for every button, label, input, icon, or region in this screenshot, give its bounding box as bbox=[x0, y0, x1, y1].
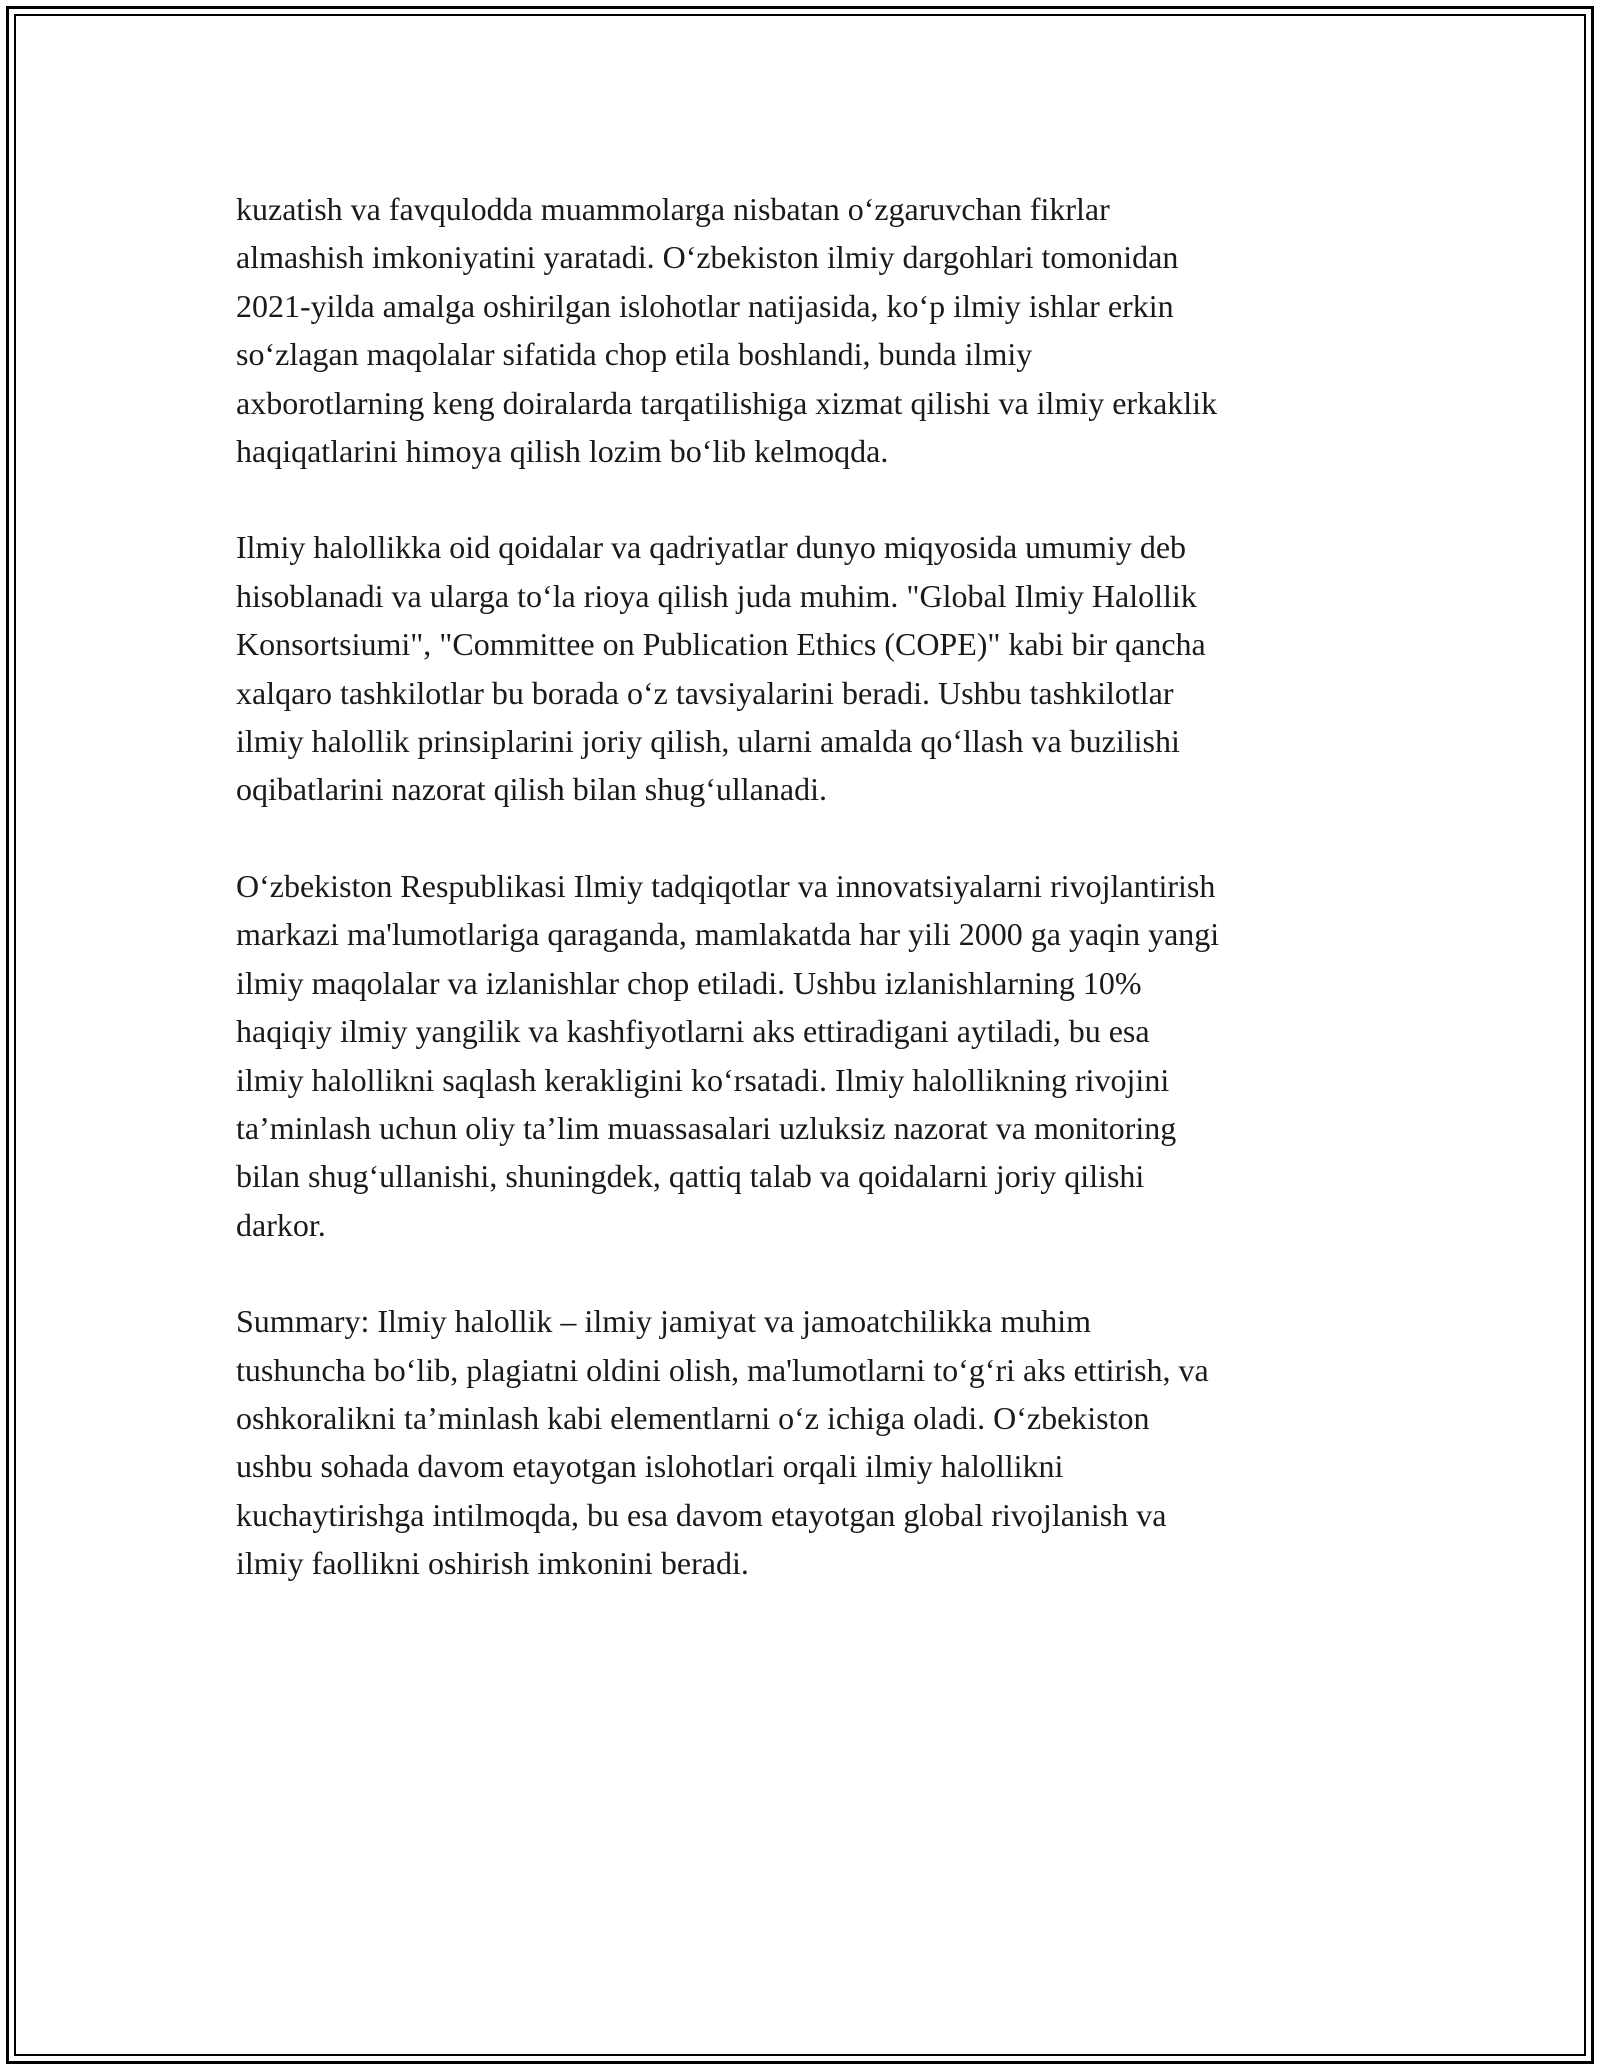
text-line: so‘zlagan maqolalar sifatida chop etila boshlandi, bunda ilmiy bbox=[236, 336, 1033, 373]
text-line: Summary: Ilmiy halollik – ilmiy jamiyat va jamoatchilikka muhim bbox=[236, 1303, 1091, 1340]
text-line: kuchaytirishga intilmoqda, bu esa davom etayotgan global rivojlanish va bbox=[236, 1496, 1167, 1533]
text-line: oshkoralikni ta’minlash kabi elementlarni o‘z ichiga oladi. O‘zbekiston bbox=[236, 1399, 1150, 1436]
text-line: haqiqiy ilmiy yangilik va kashfiyotlarni aks ettiradigani aytiladi, bu esa bbox=[236, 1013, 1150, 1050]
text-line: oqibatlarini nazorat qilish bilan shug‘ullanadi. bbox=[236, 771, 827, 808]
text-line: Konsortsiumi", "Committee on Publication Ethics (COPE)" kabi bir qancha bbox=[236, 626, 1206, 663]
text-line: tushuncha bo‘lib, plagiatni oldini olish, ma'lumotlarni to‘g‘ri aks ettirish, va bbox=[236, 1351, 1209, 1388]
text-line: xalqaro tashkilotlar bu borada o‘z tavsiyalarini beradi. Ushbu tashkilotlar bbox=[236, 674, 1174, 711]
text-line: O‘zbekiston Respublikasi Ilmiy tadqiqotlar va innovatsiyalarni rivojlantirish bbox=[236, 867, 1216, 904]
text-line: haqiqatlarini himoya qilish lozim bo‘lib kelmoqda. bbox=[236, 433, 889, 470]
paragraph-3 bbox=[236, 862, 1376, 1249]
text-line: ta’minlash uchun oliy ta’lim muassasalari uzluksiz nazorat va monitoring bbox=[236, 1109, 1177, 1146]
text-line: ilmiy halollik prinsiplarini joriy qilish, ularni amalda qo‘llash va buzilishi bbox=[236, 723, 1180, 760]
text-line: bilan shug‘ullanishi, shuningdek, qattiq talab va qoidalarni joriy qilishi bbox=[236, 1158, 1145, 1195]
text-line: hisoblanadi va ularga to‘la rioya qilish juda muhim. "Global Ilmiy Halollik bbox=[236, 577, 1197, 614]
text-line: darkor. bbox=[236, 1206, 326, 1243]
text-line: almashish imkoniyatini yaratadi. O‘zbekiston ilmiy dargohlari tomonidan bbox=[236, 239, 1179, 276]
text-line: markazi ma'lumotlariga qaraganda, mamlakatda har yili 2000 ga yaqin yangi bbox=[236, 916, 1220, 953]
text-line: 2021-yilda amalga oshirilgan islohotlar natijasida, ko‘p ilmiy ishlar erkin bbox=[236, 287, 1174, 324]
text-line: ilmiy faollikni oshirish imkonini beradi. bbox=[236, 1545, 749, 1582]
document-body bbox=[236, 185, 1376, 1636]
paragraph-2 bbox=[236, 523, 1376, 813]
text-line: ushbu sohada davom etayotgan islohotlari orqali ilmiy halollikni bbox=[236, 1448, 1064, 1485]
paragraph-1 bbox=[236, 185, 1376, 475]
text-line: kuzatish va favqulodda muammolarga nisbatan o‘zgaruvchan fikrlar bbox=[236, 191, 1110, 227]
text-line: ilmiy maqolalar va izlanishlar chop etiladi. Ushbu izlanishlarning 10% bbox=[236, 964, 1142, 1001]
text-line: axborotlarning keng doiralarda tarqatilishiga xizmat qilishi va ilmiy erkaklik bbox=[236, 384, 1218, 421]
text-line: ilmiy halollikni saqlash kerakligini ko‘rsatadi. Ilmiy halollikning rivojini bbox=[236, 1061, 1170, 1098]
paragraph-summary bbox=[236, 1297, 1376, 1587]
text-line: Ilmiy halollikka oid qoidalar va qadriyatlar dunyo miqyosida umumiy deb bbox=[236, 529, 1187, 566]
